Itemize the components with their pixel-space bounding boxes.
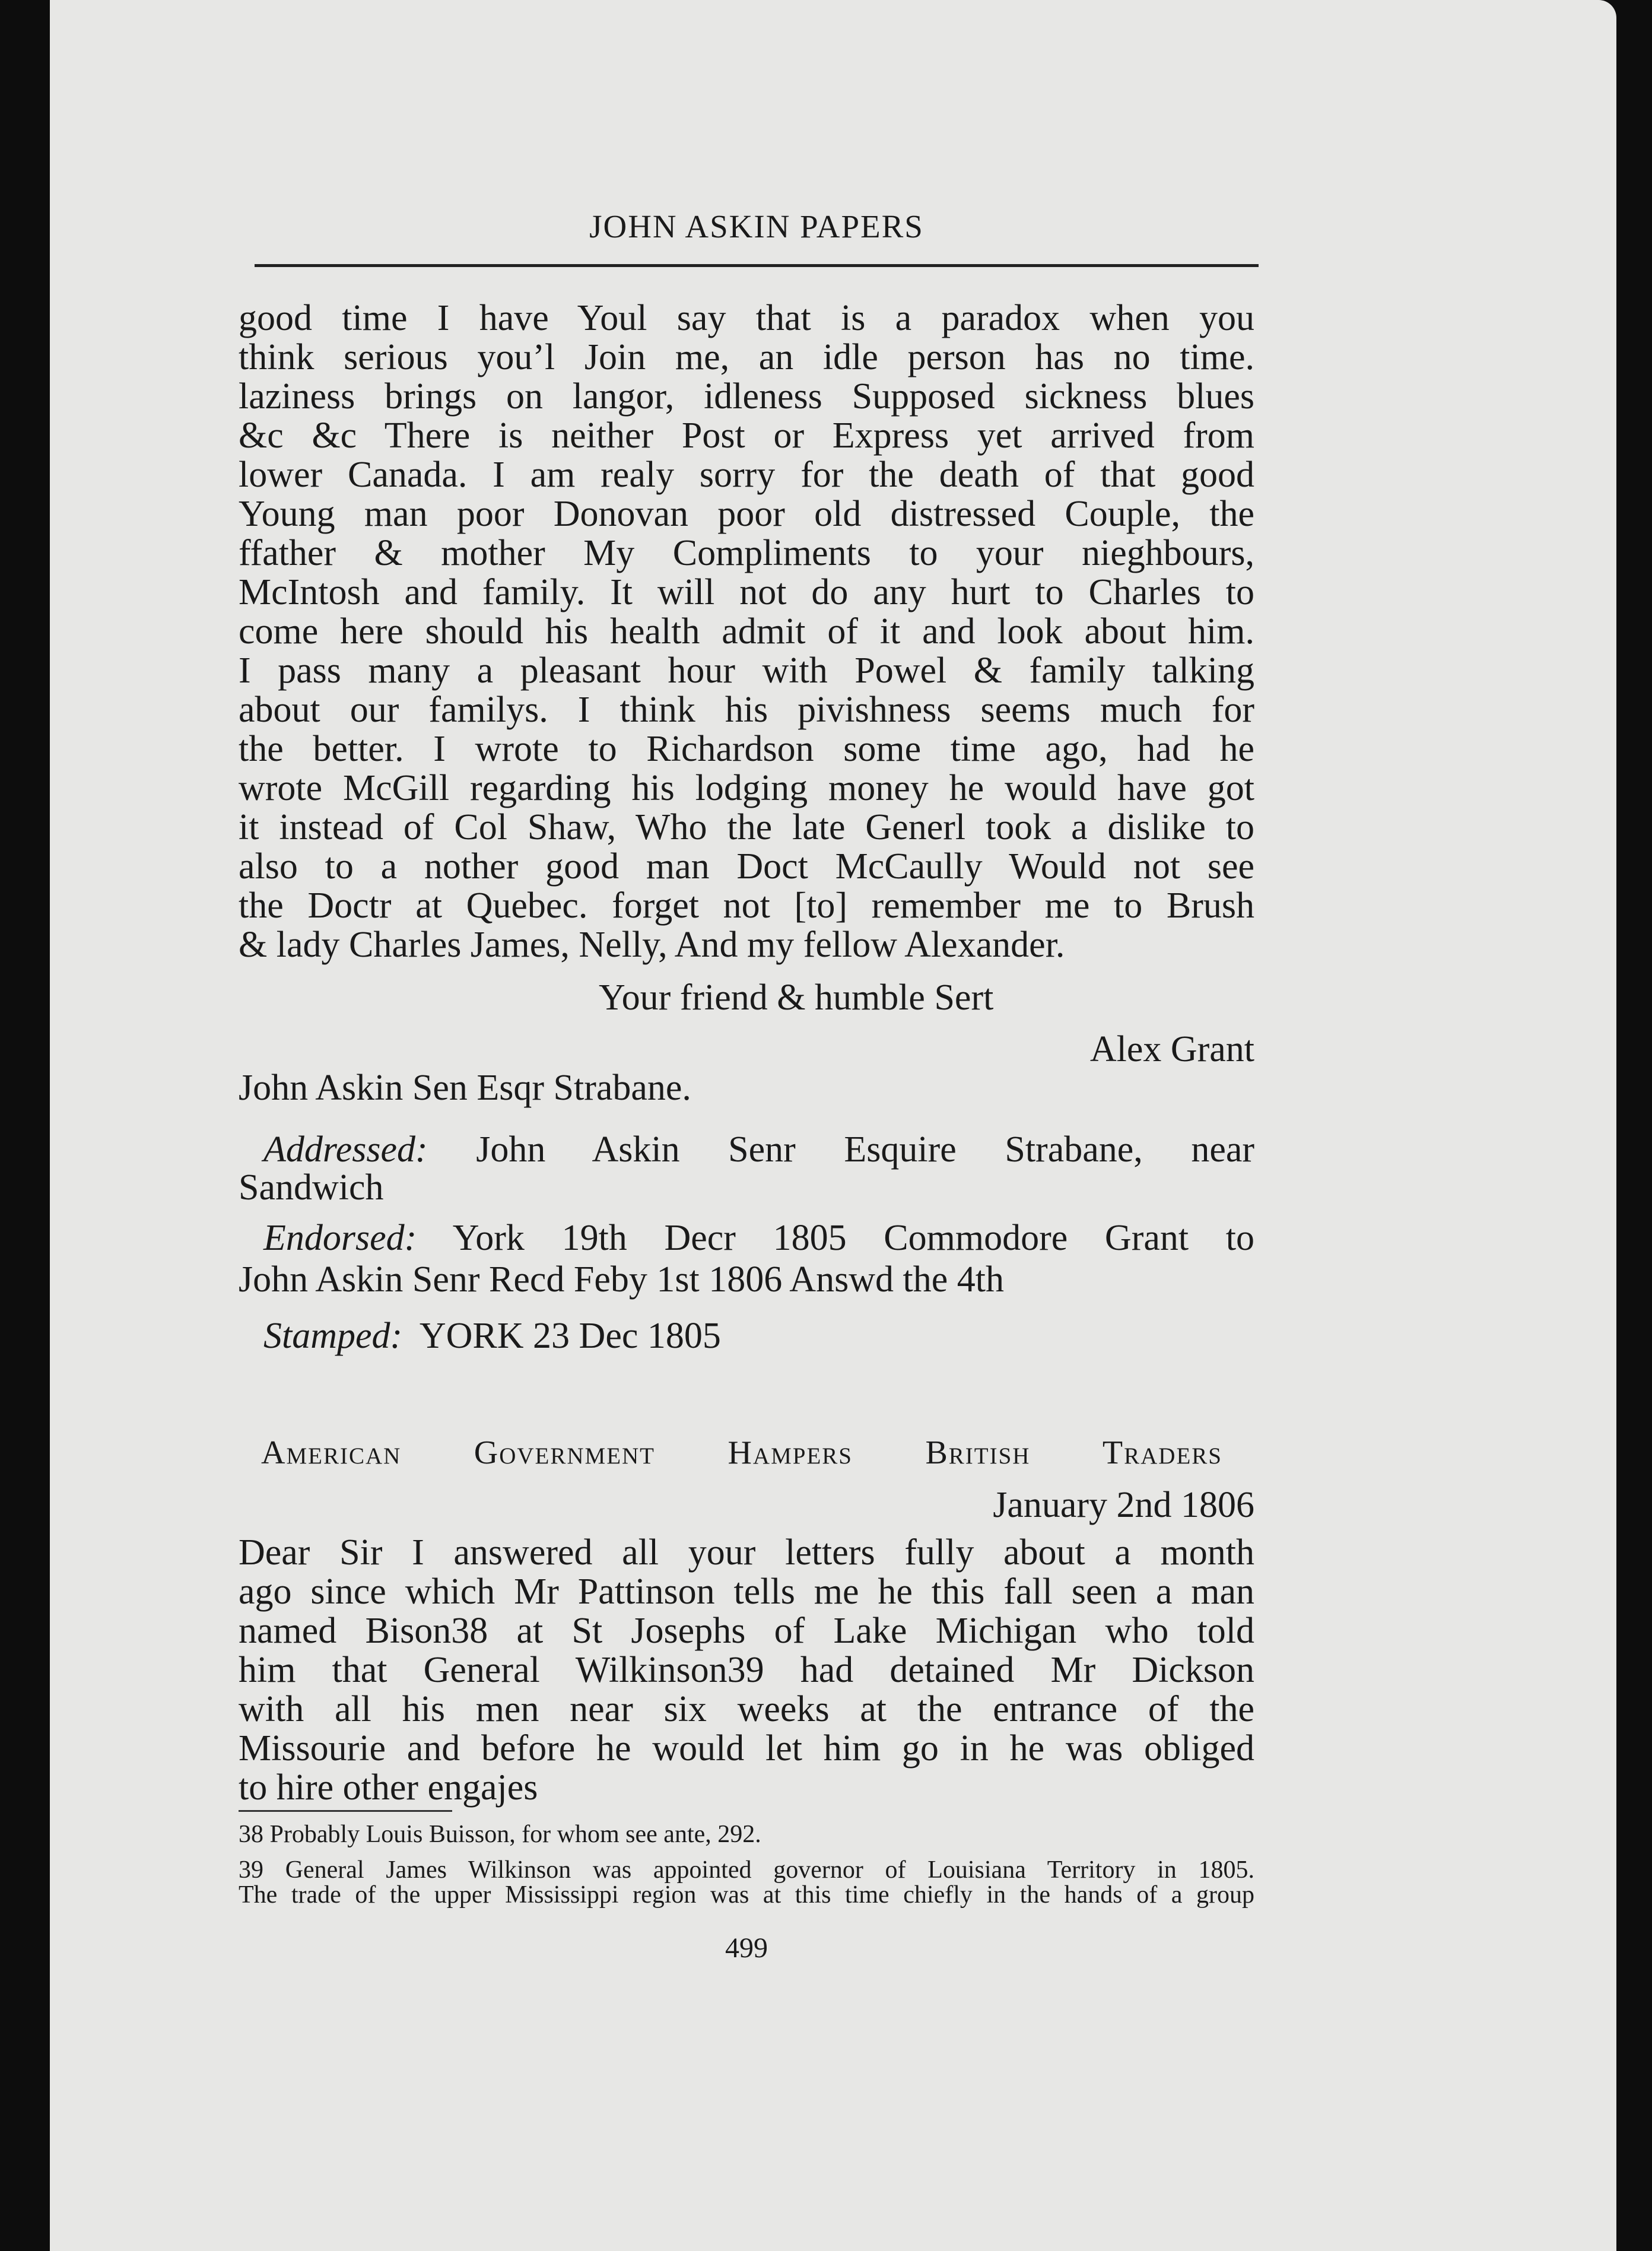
book-page: [50, 0, 1616, 2251]
letter-addressee: John Askin Sen Esqr Strabane.: [239, 1068, 691, 1108]
text-line: & lady Charles James, Nelly, And my fellow Alexander.: [239, 925, 1065, 965]
addressed-line-2: Sandwich: [239, 1167, 384, 1208]
text-line: ago since which Mr Pattinson tells me he this fall seen a man: [239, 1571, 1254, 1612]
text-line: lower Canada. I am realy sorry for the death of that good: [239, 455, 1254, 495]
text-line: him that General Wilkinson39 had detained Mr Dickson: [239, 1650, 1254, 1690]
section-date: January 2nd 1806: [993, 1485, 1254, 1525]
addressed-label: Addressed:: [263, 1129, 428, 1170]
letter-closing: Your friend & humble Sert: [599, 977, 994, 1018]
stamped-text: YORK 23 Dec 1805: [419, 1316, 721, 1356]
endorsed-line: [239, 1220, 1254, 1256]
text-line: Young man poor Donovan poor old distressed Couple, the: [239, 494, 1254, 534]
stamped-line: [263, 1317, 721, 1354]
text-line: come here should his health admit of it and look about him.: [239, 611, 1254, 652]
text-line: I pass many a pleasant hour with Powel & family talking: [239, 650, 1254, 691]
text-line: good time I have Youl say that is a paradox when you: [239, 298, 1254, 338]
addressed-text: John Askin Senr Esquire Strabane, near: [476, 1129, 1255, 1170]
endorsed-text: York 19th Decr 1805 Commodore Grant to: [452, 1218, 1255, 1258]
footnote-rule: [239, 1810, 452, 1812]
text-line: Missourie and before he would let him go in he was obliged: [239, 1728, 1254, 1769]
footnote-39-cont: The trade of the upper Mississippi region was at this time chiefly in the hands of a group: [239, 1881, 1254, 1909]
section-title: American Government Hampers British Traders: [261, 1434, 1222, 1471]
text-line: about our familys. I think his pivishness seems much for: [239, 690, 1254, 730]
addressed-line: [239, 1131, 1254, 1168]
endorsed-label: Endorsed:: [263, 1218, 417, 1258]
page-number: 499: [725, 1932, 768, 1964]
text-line: laziness brings on langor, idleness Supposed sickness blues: [239, 376, 1254, 417]
footnote-39: 39 General James Wilkinson was appointed governor of Louisiana Territory in 1805.: [239, 1856, 1254, 1884]
text-line: also to a nother good man Doct McCaully Would not see: [239, 846, 1254, 887]
letter-signature: Alex Grant: [1089, 1029, 1254, 1069]
text-line: Dear Sir I answered all your letters fully about a month: [239, 1532, 1254, 1573]
running-header: JOHN ASKIN PAPERS: [589, 208, 924, 245]
text-line: the Doctr at Quebec. forget not [to] remember me to Brush: [239, 885, 1254, 926]
text-line: the better. I wrote to Richardson some time ago, had he: [239, 729, 1254, 769]
text-line: think serious you’l Join me, an idle person has no time.: [239, 337, 1254, 377]
text-line: wrote McGill regarding his lodging money he would have got: [239, 768, 1254, 808]
header-rule: [255, 264, 1259, 267]
stamped-label: Stamped:: [263, 1316, 403, 1356]
endorsed-line-2: John Askin Senr Recd Feby 1st 1806 Answd the 4th: [239, 1259, 1004, 1300]
text-line: named Bison38 at St Josephs of Lake Michigan who told: [239, 1611, 1254, 1651]
footnote-38: 38 Probably Louis Buisson, for whom see ante, 292.: [239, 1821, 761, 1848]
text-line: ffather & mother My Compliments to your nieghbours,: [239, 533, 1254, 573]
text-line: to hire other engajes: [239, 1767, 538, 1808]
text-line: &c &c There is neither Post or Express yet arrived from: [239, 415, 1254, 456]
text-line: with all his men near six weeks at the entrance of the: [239, 1689, 1254, 1729]
text-line: McIntosh and family. It will not do any hurt to Charles to: [239, 572, 1254, 612]
text-line: it instead of Col Shaw, Who the late Generl took a dislike to: [239, 807, 1254, 847]
